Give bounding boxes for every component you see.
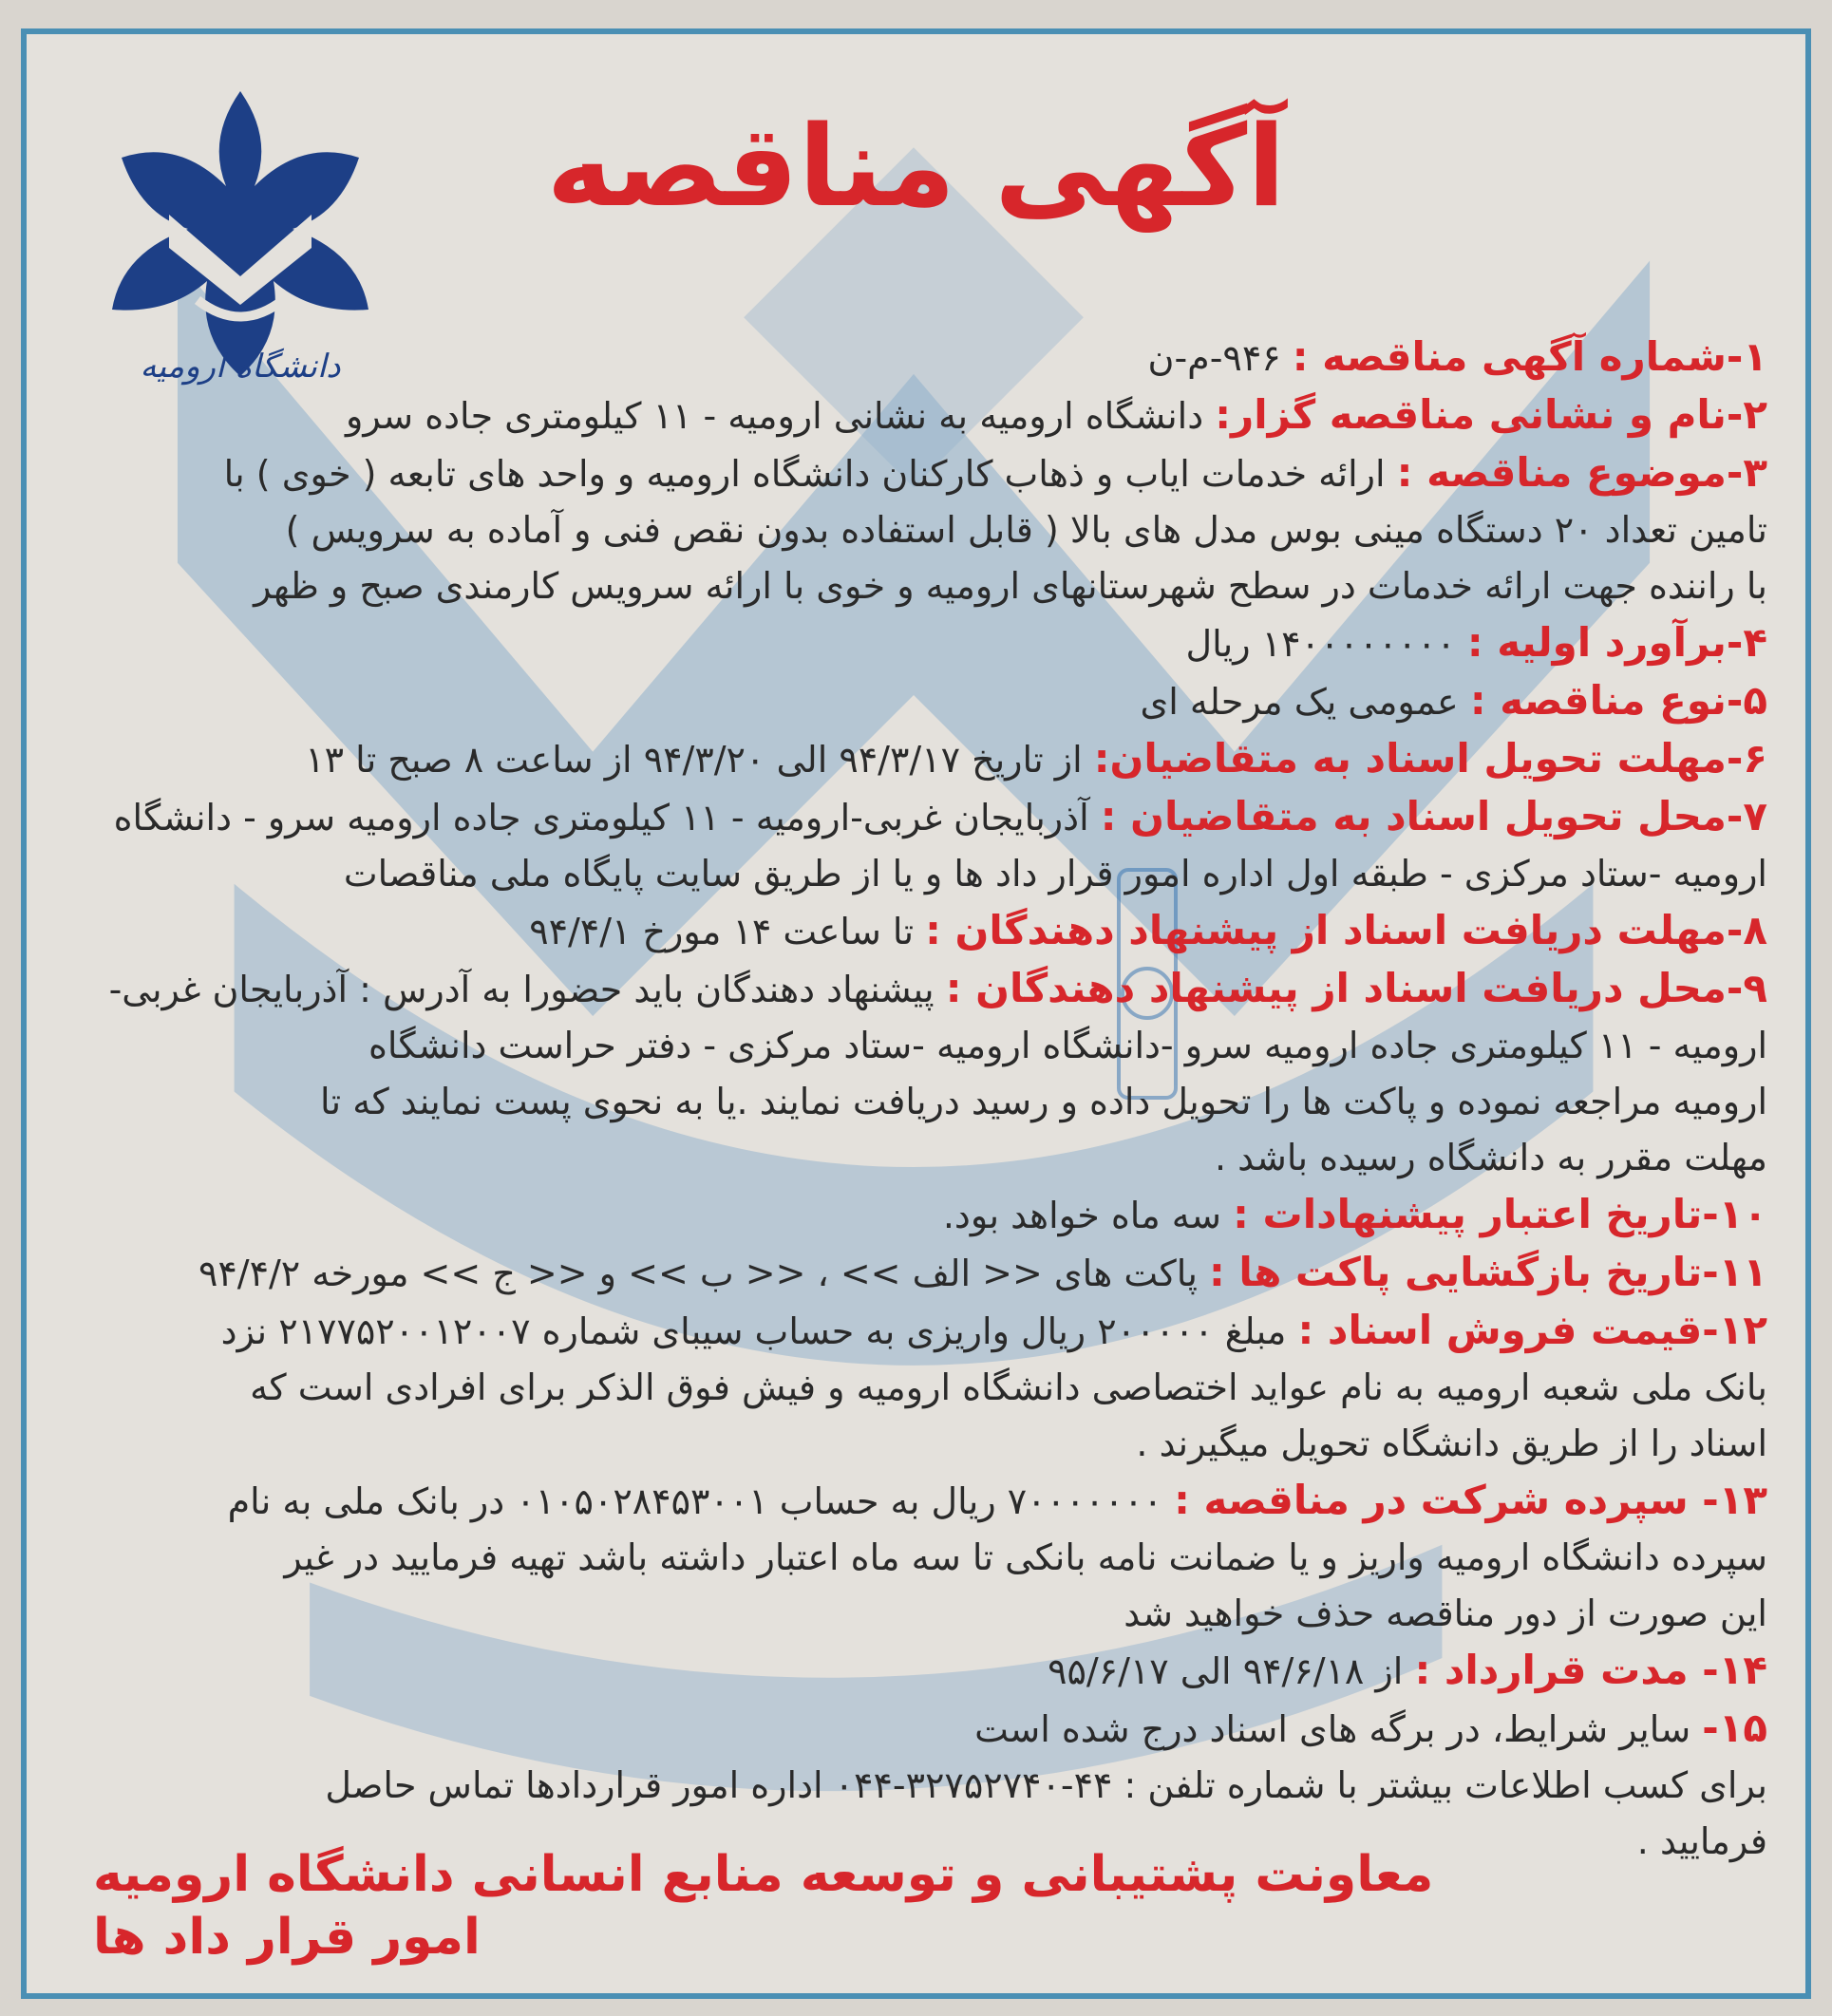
tender-item-label: ۶-مهلت تحویل اسناد به متقاضیان: — [1093, 735, 1767, 782]
tender-item-line — [84, 1074, 1767, 1130]
tender-item-line — [84, 960, 1767, 1018]
tender-item-line — [84, 1530, 1767, 1586]
tender-item-text: عمومی یک مرحله ای — [1140, 681, 1459, 723]
footer-signature — [93, 1843, 1433, 1969]
tender-item-text: ارومیه -ستاد مرکزی - طبقه اول اداره امور قرار داد ها و یا از طریق سایت پایگاه ملی مناقصات — [343, 853, 1767, 895]
tender-notice-page — [21, 28, 1811, 1999]
tender-item-text: ۹۴۶-م-ن — [1147, 337, 1281, 379]
tender-item-text: فرمایید . — [1636, 1820, 1767, 1862]
tender-item-label: ۴-برآورد اولیه : — [1466, 619, 1767, 666]
tender-item-line — [84, 502, 1767, 558]
tender-item-text: دانشگاه ارومیه به نشانی ارومیه - ۱۱ کیلومتری جاده سرو — [345, 395, 1204, 437]
tender-item-line — [84, 1416, 1767, 1472]
tender-item-text: سه ماه خواهد بود. — [942, 1195, 1221, 1236]
tender-item-text: برای کسب اطلاعات بیشتر با شماره تلفن : ۴۴-۳۲۷۵۲۷۴۰-۰۴۴ اداره امور قراردادها تماس حاصل — [325, 1764, 1767, 1806]
tender-item-text: سپرده دانشگاه ارومیه واریز و یا ضمانت نامه بانکی تا سه ماه اعتبار داشته باشد تهیه فرمایید در غیر — [284, 1536, 1767, 1578]
tender-item-label: ۱۲-قیمت فروش اسناد : — [1297, 1307, 1767, 1353]
tender-item-line — [84, 558, 1767, 614]
tender-item-line — [84, 672, 1767, 730]
tender-item-text: پیشنهاد دهندگان باید حضورا به آدرس : آذربایجان غربی- — [108, 969, 935, 1010]
tender-item-line — [84, 730, 1767, 788]
tender-item-line — [84, 1130, 1767, 1186]
tender-item-text: از تاریخ ۹۴/۳/۱۷ الی ۹۴/۳/۲۰ از ساعت ۸ صبح تا ۱۳ — [305, 739, 1083, 781]
tender-item-label: ۱۱-تاریخ بازگشایی پاکت ها : — [1209, 1249, 1767, 1295]
tender-item-text: ارومیه - ۱۱ کیلومتری جاده ارومیه سرو -دانشگاه ارومیه -ستاد مرکزی - دفتر حراست دانشگاه — [368, 1025, 1767, 1066]
tender-item-text: بانک ملی شعبه ارومیه به نام عواید اختصاصی دانشگاه ارومیه و فیش فوق الذکر برای افرادی است که — [250, 1366, 1767, 1408]
tender-item-text: تا ساعت ۱۴ مورخ ۹۴/۴/۱ — [529, 911, 915, 952]
tender-item-text: ارومیه مراجعه نموده و پاکت ها را تحویل داده و رسید دریافت نمایند .یا به نحوی پست نمایند که تا — [319, 1081, 1767, 1122]
tender-item-line — [84, 1642, 1767, 1700]
tender-item-line — [84, 1758, 1767, 1814]
tender-item-label: ۱۴- مدت قرارداد : — [1414, 1647, 1767, 1693]
tender-items-list — [84, 329, 1767, 1870]
logo-caption: دانشگاه ارومیه — [140, 348, 341, 386]
tender-item-line — [84, 329, 1767, 386]
tender-item-label: ۳-موضوع مناقصه : — [1396, 449, 1767, 496]
tender-item-line — [84, 1186, 1767, 1244]
footer-office: امور قرار داد ها — [93, 1909, 481, 1966]
tender-item-label: ۱۰-تاریخ اعتبار پیشنهادات : — [1233, 1191, 1767, 1237]
page-title: آگهی مناقصه — [546, 101, 1286, 232]
tender-item-label: ۱۵- — [1702, 1705, 1767, 1751]
tender-item-text: آذربایجان غربی-ارومیه - ۱۱ کیلومتری جاده ارومیه سرو - دانشگاه — [113, 797, 1089, 838]
tender-item-line — [84, 1302, 1767, 1360]
tender-item-line — [84, 1018, 1767, 1074]
tender-item-text: با راننده جهت ارائه خدمات در سطح شهرستانهای ارومیه و خوی با ارائه سرویس کارمندی صبح و ظهر — [254, 565, 1767, 607]
tender-item-text: ۱۴۰۰۰۰۰۰۰۰ ریال — [1185, 623, 1456, 665]
tender-item-line — [84, 788, 1767, 846]
footer-department: معاونت پشتیبانی و توسعه منابع انسانی دانشگاه ارومیه — [93, 1846, 1434, 1903]
tender-item-line — [84, 846, 1767, 902]
tender-item-text: پاکت های << الف >> ، << ب >> و << ج >> مورخه ۹۴/۴/۲ — [198, 1253, 1198, 1294]
tender-item-text: ۷۰۰۰۰۰۰۰ ریال به حساب ۰۱۰۵۰۲۸۴۵۳۰۰۱ در بانک ملی به نام — [227, 1480, 1163, 1522]
tender-item-label: ۸-مهلت دریافت اسناد از پیشنهاد دهندگان : — [925, 907, 1767, 953]
tender-item-line — [84, 1244, 1767, 1302]
tender-item-line — [84, 444, 1767, 502]
tender-item-text: از ۹۴/۶/۱۸ الی ۹۵/۶/۱۷ — [1048, 1650, 1404, 1692]
tender-item-text: مبلغ ۲۰۰۰۰۰ ریال واریزی به حساب سیبای شماره ۲۱۷۷۵۲۰۰۱۲۰۰۷ نزد — [220, 1310, 1287, 1352]
tender-item-text: اسناد را از طریق دانشگاه تحویل میگیرند . — [1136, 1423, 1767, 1464]
tender-item-line — [84, 1700, 1767, 1758]
tender-item-line — [84, 614, 1767, 672]
tender-item-label: ۲-نام و نشانی مناقصه گزار: — [1215, 391, 1767, 438]
tender-item-label: ۱۳- سپرده شرکت در مناقصه : — [1174, 1477, 1767, 1523]
tender-item-label: ۷-محل تحویل اسناد به متقاضیان : — [1100, 793, 1767, 839]
tender-item-label: ۹-محل دریافت اسناد از پیشنهاد دهندگان : — [945, 965, 1767, 1011]
tender-item-label: ۱-شماره آگهی مناقصه : — [1292, 333, 1767, 380]
tender-item-text: مهلت مقرر به دانشگاه رسیده باشد . — [1214, 1137, 1767, 1178]
tender-item-line — [84, 902, 1767, 960]
tender-item-text: این صورت از دور مناقصه حذف خواهید شد — [1124, 1592, 1767, 1634]
tender-item-line — [84, 1586, 1767, 1642]
tender-item-label: ۵-نوع مناقصه : — [1469, 677, 1767, 724]
tender-item-line — [84, 1472, 1767, 1530]
tender-item-text: ارائه خدمات ایاب و ذهاب کارکنان دانشگاه ارومیه و واحد های تابعه ( خوی ) با — [223, 453, 1386, 495]
tender-item-line — [84, 386, 1767, 444]
tender-item-text: سایر شرایط، در برگه های اسناد درج شده است — [974, 1708, 1691, 1750]
tender-item-line — [84, 1360, 1767, 1416]
tender-item-text: تامین تعداد ۲۰ دستگاه مینی بوس مدل های بالا ( قابل استفاده بدون نقص فنی و آماده به سرویس ) — [285, 509, 1767, 551]
